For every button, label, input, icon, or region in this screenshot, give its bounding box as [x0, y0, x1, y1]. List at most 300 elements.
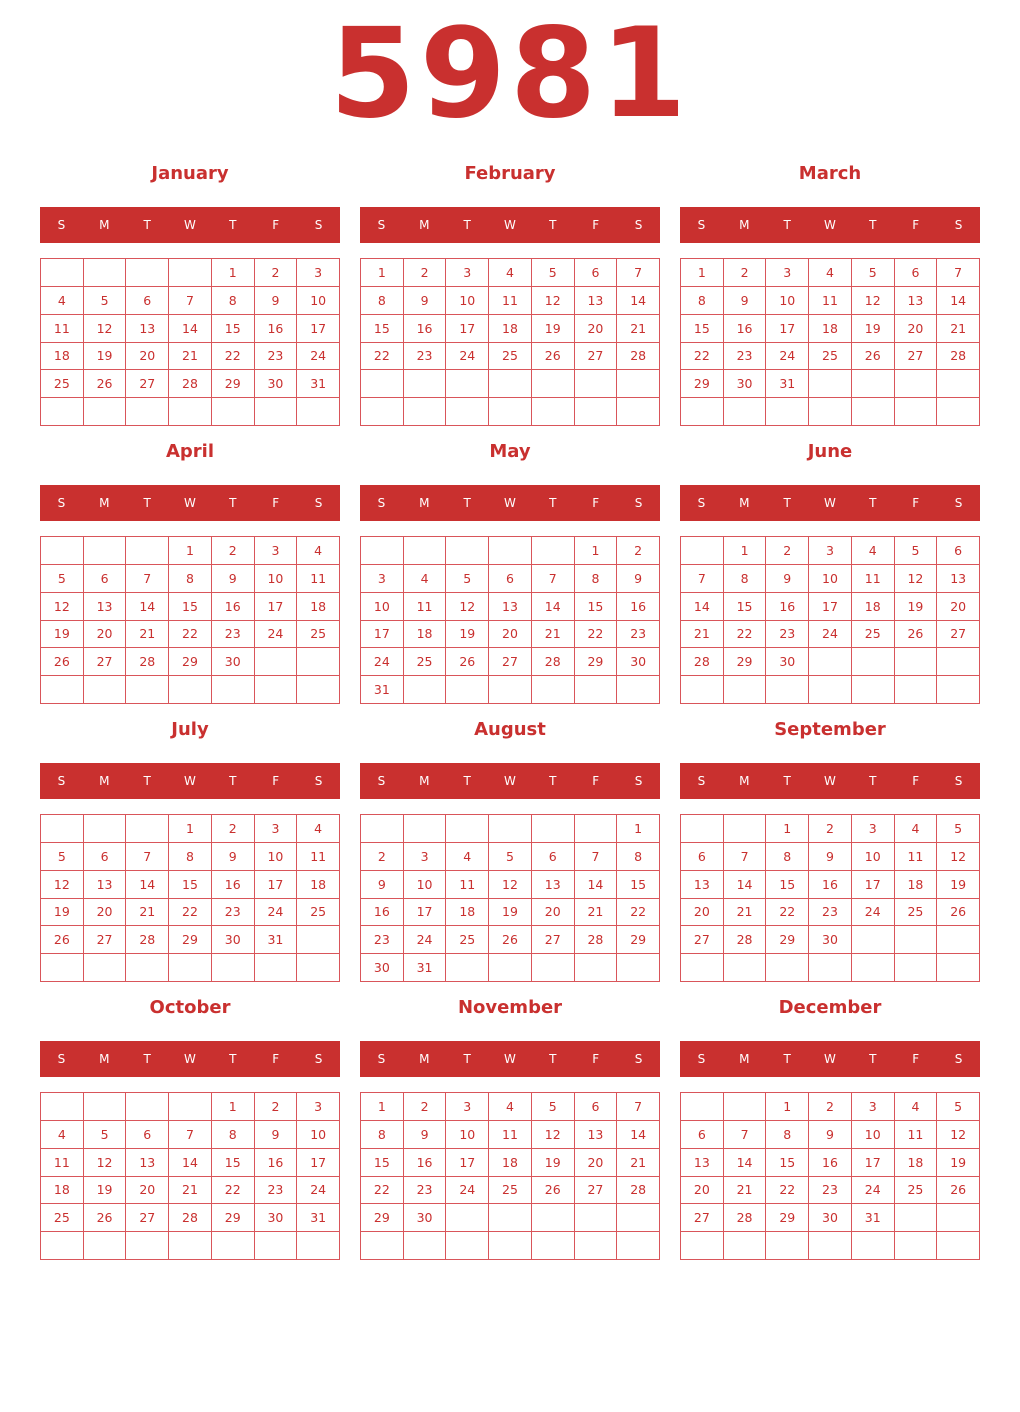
empty-day-cell: [852, 398, 895, 426]
empty-day-cell: [575, 370, 618, 398]
day-cell: 9: [212, 843, 255, 871]
day-cell: 4: [404, 565, 447, 593]
day-cell: 26: [532, 343, 575, 371]
day-cell: 1: [766, 1093, 809, 1121]
empty-day-cell: [126, 537, 169, 565]
weekday-label: S: [634, 218, 643, 232]
day-cell: 5: [532, 259, 575, 287]
weekday-label: F: [272, 1052, 280, 1066]
day-cell: 6: [575, 1093, 618, 1121]
day-cell: 12: [895, 565, 938, 593]
day-cell: 25: [41, 1204, 84, 1232]
day-cell: 31: [404, 954, 447, 982]
day-cell: 20: [532, 899, 575, 927]
empty-day-cell: [617, 398, 660, 426]
day-cell: 4: [489, 259, 532, 287]
empty-day-cell: [937, 1204, 980, 1232]
month-name: August: [474, 719, 546, 740]
weekday-header: [680, 207, 980, 243]
day-cell: 27: [575, 343, 618, 371]
day-cell: 22: [212, 1177, 255, 1205]
day-cell: 26: [489, 926, 532, 954]
weekday-label: M: [99, 1052, 110, 1066]
empty-day-cell: [404, 370, 447, 398]
day-cell: 17: [297, 1149, 340, 1177]
day-cell: 23: [404, 1177, 447, 1205]
day-cell: 22: [681, 343, 724, 371]
day-cell: 31: [766, 370, 809, 398]
day-cell: 25: [489, 1177, 532, 1205]
day-cell: 12: [532, 1121, 575, 1149]
empty-day-cell: [489, 1232, 532, 1260]
weekday-label: F: [592, 774, 600, 788]
day-cell: 14: [724, 1149, 767, 1177]
empty-day-cell: [126, 1232, 169, 1260]
day-cell: 23: [212, 621, 255, 649]
day-cell: 12: [489, 871, 532, 899]
day-cell: 27: [681, 1204, 724, 1232]
weekday-label: W: [824, 218, 836, 232]
weekday-label: S: [314, 774, 323, 788]
weekday-header: [680, 485, 980, 521]
empty-day-cell: [255, 648, 298, 676]
day-cell: 19: [489, 899, 532, 927]
day-cell: 5: [41, 565, 84, 593]
day-cell: 5: [41, 843, 84, 871]
day-cell: 5: [532, 1093, 575, 1121]
day-cell: 5: [852, 259, 895, 287]
day-cell: 16: [212, 593, 255, 621]
empty-day-cell: [575, 815, 618, 843]
day-cell: 27: [937, 621, 980, 649]
empty-day-cell: [895, 954, 938, 982]
empty-day-cell: [617, 1204, 660, 1232]
empty-day-cell: [895, 398, 938, 426]
day-cell: 26: [532, 1177, 575, 1205]
day-cell: 20: [126, 343, 169, 371]
day-cell: 15: [766, 1149, 809, 1177]
calendar-grid: [40, 158, 980, 1270]
empty-day-cell: [937, 954, 980, 982]
weekday-header: [40, 763, 340, 799]
day-cell: 29: [169, 648, 212, 676]
day-cell: 11: [895, 843, 938, 871]
day-cell: 23: [766, 621, 809, 649]
day-cell: 25: [489, 343, 532, 371]
month-name: September: [774, 719, 886, 740]
day-cell: 12: [41, 593, 84, 621]
day-cell: 11: [297, 565, 340, 593]
day-cell: 2: [255, 259, 298, 287]
day-cell: 25: [809, 343, 852, 371]
day-cell: 29: [724, 648, 767, 676]
day-cell: 12: [84, 1149, 127, 1177]
day-cell: 18: [489, 315, 532, 343]
weekday-label: M: [99, 218, 110, 232]
day-cell: 3: [255, 537, 298, 565]
day-cell: 19: [532, 315, 575, 343]
weekday-label: S: [377, 496, 386, 510]
day-cell: 15: [361, 1149, 404, 1177]
day-cell: 14: [169, 1149, 212, 1177]
weekday-label: M: [739, 218, 750, 232]
empty-day-cell: [84, 259, 127, 287]
empty-day-cell: [895, 1204, 938, 1232]
day-cell: 1: [169, 815, 212, 843]
day-cell: 21: [937, 315, 980, 343]
empty-day-cell: [724, 398, 767, 426]
day-cell: 5: [84, 1121, 127, 1149]
weekday-header: [680, 763, 980, 799]
day-cell: 10: [361, 593, 404, 621]
day-cell: 25: [41, 370, 84, 398]
day-cell: 20: [84, 621, 127, 649]
weekday-label: M: [99, 774, 110, 788]
day-cell: 13: [575, 1121, 618, 1149]
empty-day-cell: [169, 676, 212, 704]
day-cell: 24: [852, 899, 895, 927]
day-cell: 16: [361, 899, 404, 927]
day-cell: 23: [724, 343, 767, 371]
empty-day-cell: [297, 398, 340, 426]
day-cell: 16: [255, 1149, 298, 1177]
day-cell: 24: [255, 621, 298, 649]
day-cell: 10: [297, 287, 340, 315]
day-cell: 21: [126, 621, 169, 649]
day-cell: 28: [575, 926, 618, 954]
day-cell: 21: [575, 899, 618, 927]
day-cell: 16: [809, 871, 852, 899]
day-cell: 1: [361, 1093, 404, 1121]
day-cell: 30: [809, 926, 852, 954]
empty-day-cell: [41, 815, 84, 843]
day-cell: 23: [212, 899, 255, 927]
month-june: [680, 436, 980, 714]
day-cell: 5: [84, 287, 127, 315]
weekday-label: S: [57, 1052, 66, 1066]
month-name: July: [171, 719, 209, 740]
day-cell: 1: [361, 259, 404, 287]
empty-day-cell: [809, 398, 852, 426]
empty-day-cell: [169, 1232, 212, 1260]
day-cell: 10: [766, 287, 809, 315]
day-cell: 13: [84, 593, 127, 621]
day-cell: 7: [617, 1093, 660, 1121]
day-cell: 24: [297, 1177, 340, 1205]
weekday-label: T: [463, 218, 471, 232]
day-cell: 11: [852, 565, 895, 593]
day-cell: 16: [724, 315, 767, 343]
empty-day-cell: [489, 676, 532, 704]
day-cell: 28: [724, 926, 767, 954]
day-cell: 12: [532, 287, 575, 315]
weekday-header: [360, 763, 660, 799]
month-name: December: [778, 997, 882, 1018]
day-cell: 30: [617, 648, 660, 676]
day-grid: [40, 536, 340, 704]
weekday-label: W: [824, 496, 836, 510]
day-cell: 1: [724, 537, 767, 565]
day-cell: 19: [852, 315, 895, 343]
empty-day-cell: [489, 370, 532, 398]
day-cell: 30: [361, 954, 404, 982]
weekday-label: T: [869, 218, 877, 232]
day-cell: 26: [937, 1177, 980, 1205]
weekday-label: S: [314, 1052, 323, 1066]
day-cell: 6: [532, 843, 575, 871]
day-cell: 27: [84, 648, 127, 676]
day-cell: 27: [681, 926, 724, 954]
day-cell: 31: [297, 1204, 340, 1232]
weekday-label: T: [869, 774, 877, 788]
month-name: May: [489, 441, 531, 462]
day-cell: 22: [169, 621, 212, 649]
weekday-label: T: [229, 218, 237, 232]
day-cell: 28: [169, 1204, 212, 1232]
weekday-label: M: [739, 1052, 750, 1066]
day-cell: 18: [297, 593, 340, 621]
empty-day-cell: [404, 676, 447, 704]
empty-day-cell: [404, 398, 447, 426]
empty-day-cell: [724, 1232, 767, 1260]
month-february: [360, 158, 660, 436]
day-cell: 6: [937, 537, 980, 565]
day-grid: [40, 814, 340, 982]
empty-day-cell: [126, 676, 169, 704]
day-cell: 15: [766, 871, 809, 899]
day-cell: 4: [852, 537, 895, 565]
day-cell: 27: [126, 1204, 169, 1232]
weekday-label: W: [504, 496, 516, 510]
empty-day-cell: [575, 676, 618, 704]
day-cell: 24: [446, 1177, 489, 1205]
day-cell: 30: [404, 1204, 447, 1232]
weekday-label: M: [99, 496, 110, 510]
day-cell: 24: [766, 343, 809, 371]
empty-day-cell: [446, 815, 489, 843]
day-cell: 22: [724, 621, 767, 649]
empty-day-cell: [126, 1093, 169, 1121]
day-cell: 29: [766, 926, 809, 954]
empty-day-cell: [575, 1232, 618, 1260]
day-cell: 10: [297, 1121, 340, 1149]
month-october: [40, 992, 340, 1270]
empty-day-cell: [681, 954, 724, 982]
day-grid: [680, 814, 980, 982]
empty-day-cell: [361, 398, 404, 426]
empty-day-cell: [84, 537, 127, 565]
day-cell: 8: [724, 565, 767, 593]
weekday-label: T: [229, 774, 237, 788]
day-cell: 13: [126, 1149, 169, 1177]
day-cell: 28: [937, 343, 980, 371]
day-cell: 18: [809, 315, 852, 343]
day-cell: 14: [681, 593, 724, 621]
day-cell: 21: [169, 343, 212, 371]
weekday-label: S: [377, 218, 386, 232]
weekday-label: S: [954, 218, 963, 232]
day-cell: 1: [212, 1093, 255, 1121]
day-cell: 7: [169, 1121, 212, 1149]
weekday-label: M: [419, 1052, 430, 1066]
weekday-label: F: [272, 774, 280, 788]
day-cell: 22: [575, 621, 618, 649]
weekday-label: T: [549, 496, 557, 510]
empty-day-cell: [255, 398, 298, 426]
empty-day-cell: [126, 259, 169, 287]
day-cell: 14: [724, 871, 767, 899]
day-cell: 19: [895, 593, 938, 621]
empty-day-cell: [724, 954, 767, 982]
weekday-label: M: [739, 774, 750, 788]
weekday-header: [360, 207, 660, 243]
day-cell: 27: [84, 926, 127, 954]
day-cell: 13: [489, 593, 532, 621]
day-cell: 4: [895, 1093, 938, 1121]
empty-day-cell: [169, 398, 212, 426]
empty-day-cell: [446, 537, 489, 565]
day-cell: 3: [404, 843, 447, 871]
empty-day-cell: [617, 676, 660, 704]
weekday-label: W: [504, 774, 516, 788]
day-cell: 8: [361, 1121, 404, 1149]
day-cell: 20: [937, 593, 980, 621]
day-grid: [680, 1092, 980, 1260]
empty-day-cell: [126, 815, 169, 843]
day-cell: 8: [766, 843, 809, 871]
day-cell: 26: [41, 926, 84, 954]
weekday-label: T: [229, 1052, 237, 1066]
day-cell: 8: [617, 843, 660, 871]
day-cell: 29: [766, 1204, 809, 1232]
day-cell: 11: [809, 287, 852, 315]
day-cell: 20: [895, 315, 938, 343]
day-cell: 24: [852, 1177, 895, 1205]
day-cell: 29: [169, 926, 212, 954]
day-cell: 3: [297, 1093, 340, 1121]
empty-day-cell: [809, 1232, 852, 1260]
day-cell: 18: [895, 871, 938, 899]
month-name: April: [165, 441, 215, 462]
weekday-label: F: [272, 218, 280, 232]
day-cell: 24: [404, 926, 447, 954]
weekday-label: M: [419, 774, 430, 788]
weekday-header: [40, 485, 340, 521]
empty-day-cell: [809, 676, 852, 704]
day-cell: 18: [41, 1177, 84, 1205]
weekday-label: T: [463, 1052, 471, 1066]
empty-day-cell: [84, 398, 127, 426]
month-name: March: [798, 163, 862, 184]
empty-day-cell: [255, 954, 298, 982]
day-cell: 16: [404, 1149, 447, 1177]
empty-day-cell: [255, 1232, 298, 1260]
day-cell: 11: [41, 315, 84, 343]
day-cell: 16: [617, 593, 660, 621]
empty-day-cell: [297, 676, 340, 704]
weekday-label: S: [634, 1052, 643, 1066]
day-cell: 7: [126, 565, 169, 593]
day-cell: 8: [766, 1121, 809, 1149]
weekday-label: T: [143, 218, 151, 232]
day-cell: 28: [681, 648, 724, 676]
day-cell: 4: [297, 537, 340, 565]
day-cell: 18: [852, 593, 895, 621]
day-cell: 17: [446, 315, 489, 343]
day-cell: 25: [895, 1177, 938, 1205]
day-cell: 15: [617, 871, 660, 899]
day-cell: 18: [41, 343, 84, 371]
empty-day-cell: [681, 1232, 724, 1260]
day-cell: 14: [617, 1121, 660, 1149]
empty-day-cell: [895, 1232, 938, 1260]
empty-day-cell: [212, 676, 255, 704]
weekday-label: F: [592, 1052, 600, 1066]
day-grid: [360, 814, 660, 982]
empty-day-cell: [297, 1232, 340, 1260]
day-cell: 29: [361, 1204, 404, 1232]
day-cell: 21: [617, 315, 660, 343]
day-cell: 29: [617, 926, 660, 954]
day-cell: 21: [724, 899, 767, 927]
day-cell: 19: [937, 1149, 980, 1177]
day-cell: 14: [575, 871, 618, 899]
weekday-label: F: [912, 774, 920, 788]
empty-day-cell: [681, 676, 724, 704]
day-cell: 23: [809, 899, 852, 927]
day-cell: 9: [212, 565, 255, 593]
day-cell: 11: [41, 1149, 84, 1177]
empty-day-cell: [532, 1232, 575, 1260]
day-cell: 8: [212, 287, 255, 315]
day-cell: 11: [895, 1121, 938, 1149]
day-cell: 18: [489, 1149, 532, 1177]
empty-day-cell: [404, 537, 447, 565]
empty-day-cell: [41, 676, 84, 704]
day-cell: 25: [446, 926, 489, 954]
weekday-label: F: [912, 218, 920, 232]
weekday-label: T: [869, 496, 877, 510]
day-cell: 13: [532, 871, 575, 899]
day-cell: 17: [297, 315, 340, 343]
weekday-label: W: [504, 1052, 516, 1066]
day-cell: 1: [766, 815, 809, 843]
weekday-label: M: [419, 218, 430, 232]
day-cell: 21: [617, 1149, 660, 1177]
empty-day-cell: [126, 954, 169, 982]
empty-day-cell: [84, 815, 127, 843]
weekday-label: F: [272, 496, 280, 510]
day-cell: 2: [809, 815, 852, 843]
day-cell: 4: [895, 815, 938, 843]
day-cell: 26: [895, 621, 938, 649]
day-cell: 17: [852, 1149, 895, 1177]
empty-day-cell: [766, 398, 809, 426]
day-cell: 18: [895, 1149, 938, 1177]
weekday-label: F: [912, 1052, 920, 1066]
day-cell: 2: [404, 259, 447, 287]
day-cell: 13: [681, 1149, 724, 1177]
day-cell: 3: [852, 1093, 895, 1121]
day-cell: 9: [724, 287, 767, 315]
day-cell: 30: [255, 370, 298, 398]
day-grid: [360, 258, 660, 426]
day-cell: 22: [766, 1177, 809, 1205]
day-cell: 10: [446, 287, 489, 315]
day-cell: 23: [617, 621, 660, 649]
day-cell: 9: [255, 287, 298, 315]
weekday-label: M: [739, 496, 750, 510]
